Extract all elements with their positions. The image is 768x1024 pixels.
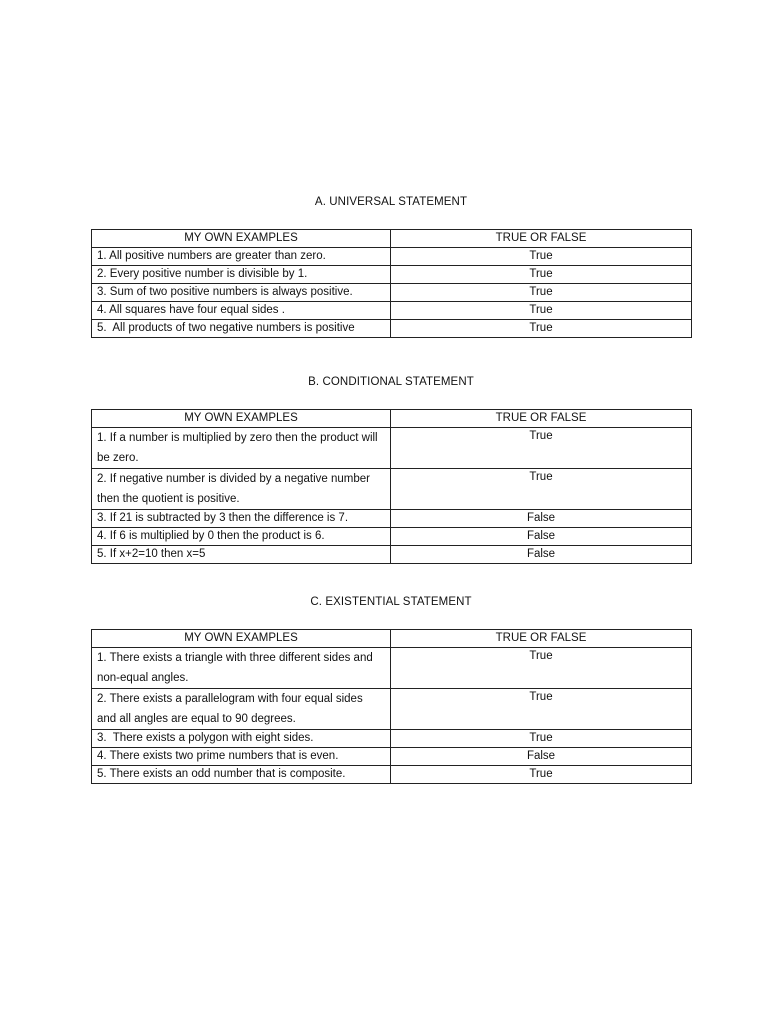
example-cell: 2. If negative number is divided by a negative number then the quotient is positive. [92, 469, 391, 510]
example-cell: 5. If x+2=10 then x=5 [92, 546, 391, 564]
table-row [92, 689, 692, 730]
table-row [92, 284, 692, 302]
example-cell: 1. If a number is multiplied by zero then the product will be zero. [92, 428, 391, 469]
conditional-statement-table [91, 409, 692, 564]
truth-column-header: TRUE OR FALSE [391, 410, 692, 428]
table-row [92, 748, 692, 766]
table-row [92, 428, 692, 469]
table-row [92, 320, 692, 338]
section-b-title: B. CONDITIONAL STATEMENT [308, 376, 474, 388]
answer-cell: True [391, 689, 692, 730]
example-cell: 2. There exists a parallelogram with four equal sides and all angles are equal to 90 degrees. [92, 689, 391, 730]
example-cell: 3. Sum of two positive numbers is always positive. [92, 284, 391, 302]
section-c-title: C. EXISTENTIAL STATEMENT [310, 596, 472, 608]
table-row [92, 469, 692, 510]
table-header-row [92, 410, 692, 428]
examples-column-header: MY OWN EXAMPLES [92, 230, 391, 248]
answer-cell: True [391, 320, 692, 338]
answer-cell: True [391, 302, 692, 320]
example-cell: 2. Every positive number is divisible by 1. [92, 266, 391, 284]
answer-cell: False [391, 510, 692, 528]
table-row [92, 766, 692, 784]
answer-cell: True [391, 648, 692, 689]
example-cell: 1. There exists a triangle with three different sides and non-equal angles. [92, 648, 391, 689]
table-row [92, 266, 692, 284]
examples-column-header: MY OWN EXAMPLES [92, 630, 391, 648]
table-row [92, 648, 692, 689]
example-cell: 1. All positive numbers are greater than zero. [92, 248, 391, 266]
answer-cell: False [391, 748, 692, 766]
answer-cell: True [391, 248, 692, 266]
table-row [92, 730, 692, 748]
answer-cell: True [391, 730, 692, 748]
table-row [92, 302, 692, 320]
truth-column-header: TRUE OR FALSE [391, 230, 692, 248]
table-row [92, 248, 692, 266]
answer-cell: False [391, 546, 692, 564]
table-row [92, 528, 692, 546]
existential-statement-table [91, 629, 692, 784]
answer-cell: True [391, 266, 692, 284]
table-header-row [92, 630, 692, 648]
example-cell: 5. There exists an odd number that is composite. [92, 766, 391, 784]
answer-cell: True [391, 428, 692, 469]
universal-statement-table [91, 229, 692, 338]
examples-column-header: MY OWN EXAMPLES [92, 410, 391, 428]
example-cell: 4. There exists two prime numbers that is even. [92, 748, 391, 766]
example-cell: 4. All squares have four equal sides . [92, 302, 391, 320]
table-row [92, 510, 692, 528]
example-cell: 3. There exists a polygon with eight sides. [92, 730, 391, 748]
answer-cell: True [391, 284, 692, 302]
example-cell: 4. If 6 is multiplied by 0 then the product is 6. [92, 528, 391, 546]
answer-cell: True [391, 469, 692, 510]
example-cell: 3. If 21 is subtracted by 3 then the difference is 7. [92, 510, 391, 528]
table-row [92, 546, 692, 564]
table-header-row [92, 230, 692, 248]
example-cell: 5. All products of two negative numbers is positive [92, 320, 391, 338]
answer-cell: True [391, 766, 692, 784]
answer-cell: False [391, 528, 692, 546]
truth-column-header: TRUE OR FALSE [391, 630, 692, 648]
section-a-title: A. UNIVERSAL STATEMENT [314, 196, 468, 208]
